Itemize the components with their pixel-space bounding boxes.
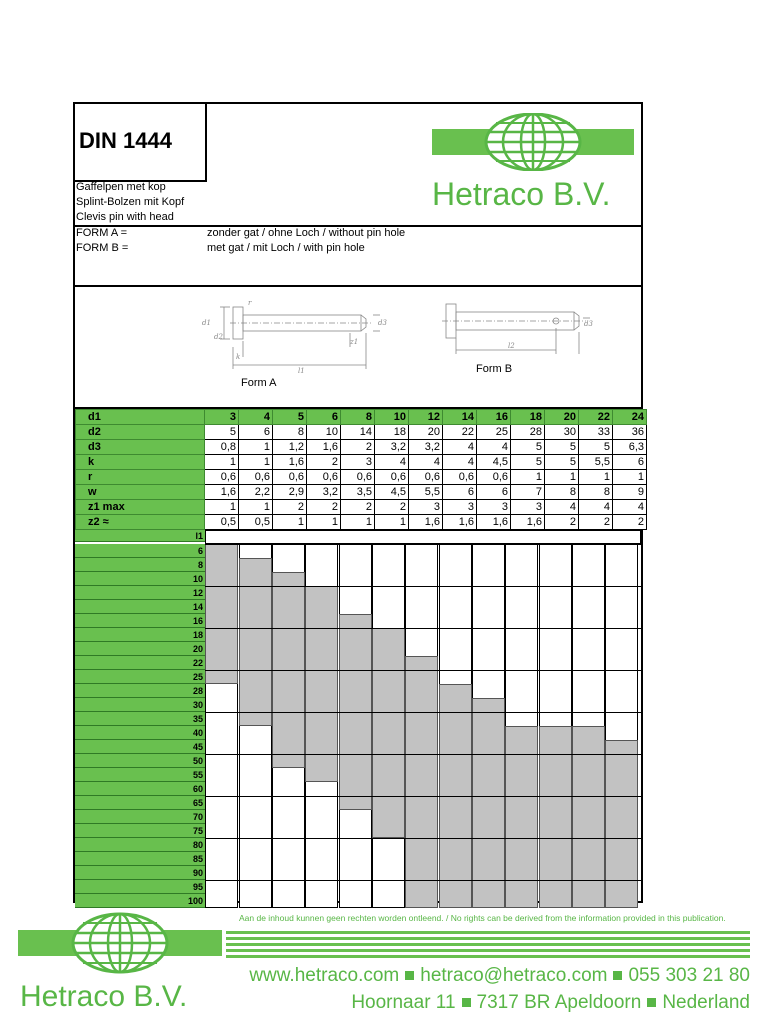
length-label: 8 [75, 558, 205, 572]
svg-text:l1: l1 [298, 367, 305, 375]
drawing-form-a [200, 297, 400, 382]
length-label: 55 [75, 768, 205, 782]
phone-number: 055 303 21 80 [628, 965, 750, 986]
form-a-desc: zonder gat / ohne Loch / without pin hole [207, 227, 406, 239]
table-cell: 3 [205, 410, 239, 425]
table-cell: 3 [443, 500, 477, 515]
table-cell: 3,2 [375, 440, 409, 455]
form-a-label: FORM A = [76, 227, 128, 239]
table-cell: 28 [511, 425, 545, 440]
table-cell: 5 [545, 440, 579, 455]
table-cell: 3 [341, 455, 375, 470]
length-label: 30 [75, 698, 205, 712]
table-cell: 1 [239, 440, 273, 455]
clevis-pin-form-a-drawing [200, 297, 400, 377]
table-cell: 2 [307, 455, 341, 470]
length-label: 100 [75, 894, 205, 908]
row-label: d1 [76, 410, 205, 425]
table-cell: 3 [409, 500, 443, 515]
footer-stripe [226, 955, 750, 958]
product-names [76, 180, 184, 225]
row-label: w [76, 485, 205, 500]
table-cell: 5 [579, 440, 613, 455]
table-cell: 1 [375, 515, 409, 530]
table-cell: 1,6 [477, 515, 511, 530]
table-row [76, 515, 647, 530]
available-range [205, 544, 238, 684]
separator-square-icon [613, 971, 622, 980]
length-label: 16 [75, 614, 205, 628]
available-range [405, 656, 438, 908]
table-cell: 4 [613, 500, 647, 515]
length-label: 80 [75, 838, 205, 852]
grid-line [205, 754, 641, 755]
table-cell: 1,2 [273, 440, 307, 455]
table-cell: 16 [477, 410, 511, 425]
length-label: 20 [75, 642, 205, 656]
length-label: 35 [75, 712, 205, 726]
length-label: 25 [75, 670, 205, 684]
l1-header: l1 [75, 530, 205, 542]
table-cell: 10 [307, 425, 341, 440]
table-cell: 8 [273, 425, 307, 440]
table-cell: 10 [375, 410, 409, 425]
length-label: 45 [75, 740, 205, 754]
table-cell: 1,6 [307, 440, 341, 455]
table-row [76, 485, 647, 500]
table-cell: 2 [613, 515, 647, 530]
table-cell: 5 [545, 455, 579, 470]
table-cell: 20 [545, 410, 579, 425]
table-cell: 0,6 [341, 470, 375, 485]
table-cell: 2 [579, 515, 613, 530]
svg-text:d3: d3 [378, 319, 387, 327]
footer-stripe [226, 937, 750, 940]
table-cell: 2 [341, 500, 375, 515]
footer-stripe [226, 949, 750, 952]
name-de: Splint-Bolzen mit Kopf [76, 196, 185, 208]
length-label: 75 [75, 824, 205, 838]
table-cell: 5,5 [579, 455, 613, 470]
table-cell: 2,2 [239, 485, 273, 500]
length-label: 18 [75, 628, 205, 642]
title-box-right [205, 102, 207, 182]
table-cell: 30 [545, 425, 579, 440]
table-cell: 1 [273, 515, 307, 530]
form-b-label: FORM B = [76, 242, 129, 254]
table-cell: 33 [579, 425, 613, 440]
table-cell: 4,5 [375, 485, 409, 500]
dimensions-table [75, 409, 647, 530]
brand-name-footer: Hetraco B.V. [20, 980, 188, 1013]
postcode-city: 7317 BR Apeldoorn [476, 992, 642, 1013]
table-cell: 4 [545, 500, 579, 515]
grid-line [205, 712, 641, 713]
table-cell: 36 [613, 425, 647, 440]
street-address: Hoornaar 11 [351, 992, 456, 1013]
svg-text:k: k [236, 353, 241, 361]
available-range [305, 586, 338, 782]
table-cell: 1 [205, 455, 239, 470]
table-cell: 1 [613, 470, 647, 485]
table-cell: 1,6 [443, 515, 477, 530]
table-cell: 3,2 [307, 485, 341, 500]
contact-line-2 [351, 992, 750, 1014]
row-label: k [76, 455, 205, 470]
table-cell: 1,6 [409, 515, 443, 530]
brand-name-header: Hetraco B.V. [432, 176, 611, 212]
table-cell: 0,6 [205, 470, 239, 485]
length-label: 85 [75, 852, 205, 866]
svg-text:d2: d2 [214, 333, 223, 341]
divider [73, 285, 643, 287]
table-cell: 6 [477, 485, 511, 500]
page-title: DIN 1444 [79, 128, 172, 153]
table-cell: 0,6 [375, 470, 409, 485]
table-cell: 4 [375, 455, 409, 470]
table-cell: 18 [511, 410, 545, 425]
table-cell: 1 [239, 500, 273, 515]
table-cell: 4 [579, 500, 613, 515]
table-cell: 22 [443, 425, 477, 440]
table-cell: 0,6 [273, 470, 307, 485]
table-cell: 6 [443, 485, 477, 500]
table-cell: 5 [205, 425, 239, 440]
brand-logo-header [432, 113, 634, 171]
svg-text:d1: d1 [202, 319, 211, 327]
separator-square-icon [462, 998, 471, 1007]
length-label: 40 [75, 726, 205, 740]
table-cell: 2,9 [273, 485, 307, 500]
length-label: 28 [75, 684, 205, 698]
grid-line [205, 838, 641, 839]
table-cell: 5 [273, 410, 307, 425]
table-cell: 5 [511, 455, 545, 470]
table-row [76, 440, 647, 455]
table-row [76, 455, 647, 470]
separator-square-icon [647, 998, 656, 1007]
table-cell: 8 [545, 485, 579, 500]
table-cell: 24 [613, 410, 647, 425]
website-link[interactable]: www.hetraco.com [249, 965, 400, 986]
name-en: Clevis pin with head [76, 211, 174, 223]
svg-text:z1: z1 [350, 338, 359, 346]
grid-line [205, 586, 641, 587]
drawing-form-b [438, 298, 598, 363]
row-label: z2 ≈ [76, 515, 205, 530]
table-cell: 6 [307, 410, 341, 425]
row-label: r [76, 470, 205, 485]
length-label: 70 [75, 810, 205, 824]
email-link[interactable]: hetraco@hetraco.com [420, 965, 608, 986]
table-cell: 1 [205, 500, 239, 515]
table-cell: 9 [613, 485, 647, 500]
table-cell: 6 [239, 425, 273, 440]
table-cell: 0,5 [205, 515, 239, 530]
table-cell: 8 [579, 485, 613, 500]
table-cell: 2 [341, 440, 375, 455]
length-label: 10 [75, 572, 205, 586]
name-nl: Gaffelpen met kop [76, 181, 166, 193]
table-cell: 22 [579, 410, 613, 425]
length-label: 65 [75, 796, 205, 810]
table-cell: 5,5 [409, 485, 443, 500]
length-label: 6 [75, 544, 205, 558]
form-b-desc: met gat / mit Loch / with pin hole [207, 242, 365, 254]
table-cell: 2 [375, 500, 409, 515]
brand-logo-footer [70, 912, 170, 974]
table-cell: 0,6 [239, 470, 273, 485]
table-cell: 4 [239, 410, 273, 425]
grid-line [205, 544, 641, 545]
globe-icon [70, 912, 170, 974]
table-row [76, 425, 647, 440]
row-label: d3 [76, 440, 205, 455]
length-label: 14 [75, 600, 205, 614]
table-cell: 3 [477, 500, 511, 515]
svg-text:d3: d3 [584, 320, 593, 328]
figure-a-caption: Form A [241, 377, 277, 389]
table-cell: 0,6 [409, 470, 443, 485]
length-label: 12 [75, 586, 205, 600]
table-cell: 0,6 [307, 470, 341, 485]
table-cell: 14 [443, 410, 477, 425]
table-cell: 20 [409, 425, 443, 440]
table-cell: 1 [511, 470, 545, 485]
table-cell: 1 [341, 515, 375, 530]
table-cell: 18 [375, 425, 409, 440]
table-cell: 1 [307, 515, 341, 530]
svg-text:r: r [248, 299, 252, 307]
length-label: 60 [75, 782, 205, 796]
length-label: 90 [75, 866, 205, 880]
table-cell: 0,5 [239, 515, 273, 530]
table-row [76, 500, 647, 515]
table-cell: 1 [579, 470, 613, 485]
table-cell: 4 [443, 440, 477, 455]
table-cell: 2 [545, 515, 579, 530]
table-cell: 14 [341, 425, 375, 440]
table-cell: 3,2 [409, 440, 443, 455]
row-label: d2 [76, 425, 205, 440]
disclaimer: Aan de inhoud kunnen geen rechten worden ontleend. / No rights can be derived from the information provided in this publication. [239, 913, 726, 923]
figure-b-caption: Form B [476, 363, 513, 375]
table-cell: 0,8 [205, 440, 239, 455]
grid-line [205, 880, 641, 881]
l1-header-cell [205, 530, 641, 544]
table-cell: 5 [511, 440, 545, 455]
table-cell: 1 [239, 455, 273, 470]
footer-stripe [226, 943, 750, 946]
table-cell: 1,6 [205, 485, 239, 500]
footer-stripe [226, 931, 750, 934]
table-cell: 2 [273, 500, 307, 515]
table-cell: 0,6 [477, 470, 511, 485]
table-cell: 3 [511, 500, 545, 515]
country: Nederland [662, 992, 750, 1013]
grid-line [205, 796, 641, 797]
table-cell: 3,5 [341, 485, 375, 500]
separator-square-icon [405, 971, 414, 980]
table-cell: 1 [545, 470, 579, 485]
clevis-pin-form-b-drawing [438, 298, 598, 358]
table-cell: 6,3 [613, 440, 647, 455]
grid-line [205, 670, 641, 671]
length-label: 95 [75, 880, 205, 894]
length-label: 50 [75, 754, 205, 768]
table-cell: 4 [443, 455, 477, 470]
table-row [76, 410, 647, 425]
grid-line [205, 628, 641, 629]
available-range [605, 740, 638, 908]
table-cell: 7 [511, 485, 545, 500]
table-cell: 1,6 [273, 455, 307, 470]
table-cell: 25 [477, 425, 511, 440]
table-cell: 4,5 [477, 455, 511, 470]
table-cell: 0,6 [443, 470, 477, 485]
table-row [76, 470, 647, 485]
contact-line-1 [249, 965, 750, 987]
table-cell: 1,6 [511, 515, 545, 530]
table-cell: 8 [341, 410, 375, 425]
row-label: z1 max [76, 500, 205, 515]
available-range [239, 558, 272, 726]
table-cell: 2 [307, 500, 341, 515]
length-label: 22 [75, 656, 205, 670]
table-cell: 6 [613, 455, 647, 470]
available-range [372, 628, 405, 838]
table-cell: 4 [477, 440, 511, 455]
table-cell: 4 [409, 455, 443, 470]
globe-icon [432, 113, 634, 171]
svg-text:l2: l2 [508, 342, 515, 350]
available-range [472, 698, 505, 908]
table-cell: 12 [409, 410, 443, 425]
